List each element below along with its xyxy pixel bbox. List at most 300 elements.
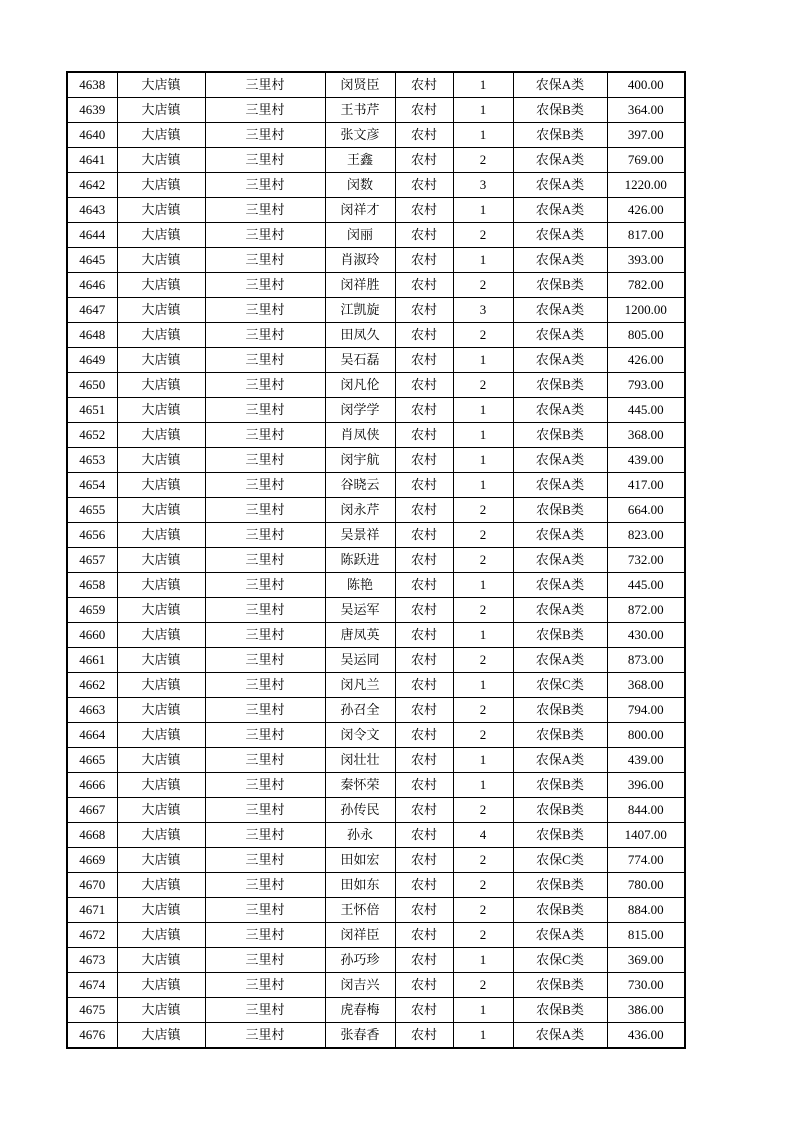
cell-residence: 农村 (395, 623, 453, 648)
cell-amount: 368.00 (607, 423, 685, 448)
cell-category: 农保B类 (513, 123, 607, 148)
cell-town: 大店镇 (117, 223, 205, 248)
cell-id: 4651 (67, 398, 117, 423)
cell-name: 闵祥臣 (325, 923, 395, 948)
cell-category: 农保A类 (513, 598, 607, 623)
cell-id: 4664 (67, 723, 117, 748)
cell-residence: 农村 (395, 473, 453, 498)
cell-village: 三里村 (205, 298, 325, 323)
cell-category: 农保B类 (513, 873, 607, 898)
cell-town: 大店镇 (117, 123, 205, 148)
cell-count: 1 (453, 423, 513, 448)
cell-id: 4674 (67, 973, 117, 998)
cell-id: 4676 (67, 1023, 117, 1049)
cell-id: 4658 (67, 573, 117, 598)
cell-town: 大店镇 (117, 623, 205, 648)
table-row (67, 773, 685, 798)
cell-residence: 农村 (395, 298, 453, 323)
cell-name: 田凤久 (325, 323, 395, 348)
cell-amount: 730.00 (607, 973, 685, 998)
table-row (67, 623, 685, 648)
cell-category: 农保A类 (513, 1023, 607, 1049)
cell-town: 大店镇 (117, 298, 205, 323)
cell-residence: 农村 (395, 248, 453, 273)
cell-count: 1 (453, 573, 513, 598)
cell-category: 农保A类 (513, 473, 607, 498)
cell-amount: 782.00 (607, 273, 685, 298)
table-row (67, 398, 685, 423)
cell-village: 三里村 (205, 173, 325, 198)
cell-village: 三里村 (205, 598, 325, 623)
cell-amount: 368.00 (607, 673, 685, 698)
cell-village: 三里村 (205, 798, 325, 823)
table-row (67, 723, 685, 748)
cell-count: 2 (453, 723, 513, 748)
cell-residence: 农村 (395, 398, 453, 423)
cell-village: 三里村 (205, 273, 325, 298)
cell-residence: 农村 (395, 573, 453, 598)
cell-residence: 农村 (395, 973, 453, 998)
cell-category: 农保A类 (513, 248, 607, 273)
cell-amount: 817.00 (607, 223, 685, 248)
cell-village: 三里村 (205, 348, 325, 373)
cell-category: 农保A类 (513, 348, 607, 373)
cell-residence: 农村 (395, 423, 453, 448)
cell-village: 三里村 (205, 698, 325, 723)
cell-name: 王鑫 (325, 148, 395, 173)
cell-village: 三里村 (205, 148, 325, 173)
cell-id: 4668 (67, 823, 117, 848)
table-row (67, 998, 685, 1023)
cell-name: 江凯旋 (325, 298, 395, 323)
table-row (67, 973, 685, 998)
cell-town: 大店镇 (117, 198, 205, 223)
cell-amount: 439.00 (607, 748, 685, 773)
cell-id: 4648 (67, 323, 117, 348)
cell-id: 4672 (67, 923, 117, 948)
cell-id: 4650 (67, 373, 117, 398)
cell-category: 农保B类 (513, 698, 607, 723)
cell-residence: 农村 (395, 72, 453, 98)
cell-id: 4657 (67, 548, 117, 573)
cell-residence: 农村 (395, 873, 453, 898)
cell-amount: 872.00 (607, 598, 685, 623)
cell-name: 王怀倍 (325, 898, 395, 923)
cell-amount: 1220.00 (607, 173, 685, 198)
table-row (67, 248, 685, 273)
table-row (67, 598, 685, 623)
table-row (67, 298, 685, 323)
cell-residence: 农村 (395, 123, 453, 148)
cell-count: 1 (453, 998, 513, 1023)
cell-category: 农保B类 (513, 898, 607, 923)
cell-town: 大店镇 (117, 448, 205, 473)
table-row (67, 173, 685, 198)
cell-residence: 农村 (395, 348, 453, 373)
cell-category: 农保A类 (513, 173, 607, 198)
cell-count: 3 (453, 173, 513, 198)
cell-village: 三里村 (205, 473, 325, 498)
cell-count: 2 (453, 523, 513, 548)
cell-residence: 农村 (395, 773, 453, 798)
table-row (67, 148, 685, 173)
table-row (67, 523, 685, 548)
cell-category: 农保B类 (513, 798, 607, 823)
cell-category: 农保B类 (513, 623, 607, 648)
table-row (67, 323, 685, 348)
cell-village: 三里村 (205, 848, 325, 873)
cell-category: 农保B类 (513, 973, 607, 998)
cell-count: 2 (453, 323, 513, 348)
table-row (67, 72, 685, 98)
cell-name: 闵凡兰 (325, 673, 395, 698)
cell-name: 秦怀荣 (325, 773, 395, 798)
table-row (67, 498, 685, 523)
cell-town: 大店镇 (117, 673, 205, 698)
cell-residence: 农村 (395, 698, 453, 723)
cell-id: 4667 (67, 798, 117, 823)
table-row (67, 473, 685, 498)
cell-count: 1 (453, 123, 513, 148)
cell-town: 大店镇 (117, 873, 205, 898)
cell-town: 大店镇 (117, 148, 205, 173)
cell-count: 2 (453, 698, 513, 723)
cell-id: 4663 (67, 698, 117, 723)
cell-village: 三里村 (205, 673, 325, 698)
cell-residence: 农村 (395, 173, 453, 198)
cell-id: 4660 (67, 623, 117, 648)
cell-category: 农保C类 (513, 948, 607, 973)
cell-id: 4654 (67, 473, 117, 498)
cell-count: 2 (453, 148, 513, 173)
cell-count: 2 (453, 873, 513, 898)
cell-id: 4645 (67, 248, 117, 273)
cell-village: 三里村 (205, 323, 325, 348)
cell-amount: 774.00 (607, 848, 685, 873)
table-row (67, 198, 685, 223)
cell-name: 闵吉兴 (325, 973, 395, 998)
cell-amount: 884.00 (607, 898, 685, 923)
cell-town: 大店镇 (117, 823, 205, 848)
cell-name: 闵宇航 (325, 448, 395, 473)
cell-town: 大店镇 (117, 548, 205, 573)
cell-town: 大店镇 (117, 973, 205, 998)
cell-name: 肖凤侠 (325, 423, 395, 448)
table-row (67, 673, 685, 698)
cell-count: 1 (453, 623, 513, 648)
table-row (67, 823, 685, 848)
cell-town: 大店镇 (117, 698, 205, 723)
cell-residence: 农村 (395, 723, 453, 748)
cell-residence: 农村 (395, 373, 453, 398)
cell-count: 1 (453, 348, 513, 373)
cell-name: 闵凡伦 (325, 373, 395, 398)
cell-village: 三里村 (205, 123, 325, 148)
cell-residence: 农村 (395, 1023, 453, 1049)
cell-village: 三里村 (205, 72, 325, 98)
cell-village: 三里村 (205, 423, 325, 448)
cell-count: 1 (453, 748, 513, 773)
cell-town: 大店镇 (117, 648, 205, 673)
cell-count: 1 (453, 98, 513, 123)
cell-count: 1 (453, 248, 513, 273)
cell-residence: 农村 (395, 923, 453, 948)
cell-name: 陈跃进 (325, 548, 395, 573)
cell-residence: 农村 (395, 198, 453, 223)
cell-name: 吴运军 (325, 598, 395, 623)
cell-id: 4661 (67, 648, 117, 673)
cell-residence: 农村 (395, 548, 453, 573)
cell-village: 三里村 (205, 823, 325, 848)
cell-count: 1 (453, 673, 513, 698)
cell-count: 1 (453, 473, 513, 498)
cell-village: 三里村 (205, 873, 325, 898)
cell-residence: 农村 (395, 848, 453, 873)
cell-category: 农保B类 (513, 273, 607, 298)
cell-name: 张文彦 (325, 123, 395, 148)
cell-id: 4641 (67, 148, 117, 173)
cell-category: 农保B类 (513, 823, 607, 848)
cell-residence: 农村 (395, 823, 453, 848)
cell-village: 三里村 (205, 973, 325, 998)
table-row (67, 373, 685, 398)
cell-village: 三里村 (205, 923, 325, 948)
cell-count: 2 (453, 548, 513, 573)
cell-name: 孙永 (325, 823, 395, 848)
cell-residence: 农村 (395, 223, 453, 248)
cell-category: 农保B类 (513, 98, 607, 123)
cell-name: 田如宏 (325, 848, 395, 873)
cell-id: 4653 (67, 448, 117, 473)
cell-village: 三里村 (205, 998, 325, 1023)
table-row (67, 98, 685, 123)
cell-count: 2 (453, 273, 513, 298)
cell-village: 三里村 (205, 1023, 325, 1049)
cell-category: 农保A类 (513, 72, 607, 98)
cell-amount: 780.00 (607, 873, 685, 898)
cell-village: 三里村 (205, 98, 325, 123)
cell-village: 三里村 (205, 898, 325, 923)
cell-name: 陈艳 (325, 573, 395, 598)
cell-name: 闵祥胜 (325, 273, 395, 298)
cell-name: 闵学学 (325, 398, 395, 423)
table-row (67, 1023, 685, 1049)
cell-town: 大店镇 (117, 723, 205, 748)
cell-residence: 农村 (395, 148, 453, 173)
cell-count: 1 (453, 398, 513, 423)
cell-town: 大店镇 (117, 473, 205, 498)
cell-residence: 农村 (395, 998, 453, 1023)
table-row (67, 848, 685, 873)
cell-id: 4644 (67, 223, 117, 248)
table-row (67, 923, 685, 948)
cell-amount: 439.00 (607, 448, 685, 473)
table-row (67, 223, 685, 248)
cell-residence: 农村 (395, 273, 453, 298)
cell-town: 大店镇 (117, 923, 205, 948)
cell-town: 大店镇 (117, 173, 205, 198)
cell-category: 农保B类 (513, 423, 607, 448)
cell-town: 大店镇 (117, 523, 205, 548)
cell-category: 农保A类 (513, 448, 607, 473)
cell-village: 三里村 (205, 498, 325, 523)
cell-amount: 844.00 (607, 798, 685, 823)
cell-name: 闵令文 (325, 723, 395, 748)
cell-amount: 732.00 (607, 548, 685, 573)
table-row (67, 948, 685, 973)
cell-amount: 364.00 (607, 98, 685, 123)
cell-category: 农保A类 (513, 148, 607, 173)
cell-id: 4670 (67, 873, 117, 898)
cell-residence: 农村 (395, 598, 453, 623)
cell-count: 2 (453, 648, 513, 673)
cell-amount: 369.00 (607, 948, 685, 973)
table-row (67, 648, 685, 673)
cell-amount: 445.00 (607, 398, 685, 423)
table-row (67, 748, 685, 773)
benefit-roster-table (66, 71, 686, 1049)
cell-town: 大店镇 (117, 323, 205, 348)
cell-town: 大店镇 (117, 373, 205, 398)
cell-village: 三里村 (205, 398, 325, 423)
cell-id: 4642 (67, 173, 117, 198)
cell-name: 张春香 (325, 1023, 395, 1049)
cell-town: 大店镇 (117, 748, 205, 773)
cell-residence: 农村 (395, 948, 453, 973)
cell-id: 4649 (67, 348, 117, 373)
cell-amount: 436.00 (607, 1023, 685, 1049)
cell-amount: 396.00 (607, 773, 685, 798)
cell-category: 农保A类 (513, 573, 607, 598)
cell-town: 大店镇 (117, 273, 205, 298)
cell-residence: 农村 (395, 898, 453, 923)
cell-name: 孙召全 (325, 698, 395, 723)
cell-category: 农保A类 (513, 748, 607, 773)
table-row (67, 123, 685, 148)
cell-amount: 397.00 (607, 123, 685, 148)
cell-village: 三里村 (205, 748, 325, 773)
cell-category: 农保C类 (513, 673, 607, 698)
cell-id: 4656 (67, 523, 117, 548)
cell-residence: 农村 (395, 748, 453, 773)
cell-count: 1 (453, 448, 513, 473)
cell-town: 大店镇 (117, 98, 205, 123)
cell-name: 王书芹 (325, 98, 395, 123)
cell-town: 大店镇 (117, 798, 205, 823)
table-row (67, 448, 685, 473)
cell-residence: 农村 (395, 648, 453, 673)
cell-town: 大店镇 (117, 598, 205, 623)
cell-town: 大店镇 (117, 998, 205, 1023)
cell-name: 吴运同 (325, 648, 395, 673)
cell-village: 三里村 (205, 648, 325, 673)
cell-town: 大店镇 (117, 348, 205, 373)
table-row (67, 798, 685, 823)
table-row (67, 573, 685, 598)
cell-name: 闵贤臣 (325, 72, 395, 98)
cell-town: 大店镇 (117, 948, 205, 973)
cell-village: 三里村 (205, 373, 325, 398)
cell-village: 三里村 (205, 198, 325, 223)
cell-amount: 815.00 (607, 923, 685, 948)
cell-count: 2 (453, 898, 513, 923)
cell-category: 农保B类 (513, 723, 607, 748)
cell-amount: 1200.00 (607, 298, 685, 323)
cell-category: 农保A类 (513, 323, 607, 348)
table-row (67, 348, 685, 373)
cell-category: 农保B类 (513, 498, 607, 523)
cell-residence: 农村 (395, 523, 453, 548)
cell-category: 农保A类 (513, 648, 607, 673)
cell-id: 4638 (67, 72, 117, 98)
cell-count: 3 (453, 298, 513, 323)
cell-id: 4652 (67, 423, 117, 448)
cell-name: 闵永芹 (325, 498, 395, 523)
cell-count: 1 (453, 1023, 513, 1049)
cell-count: 4 (453, 823, 513, 848)
cell-village: 三里村 (205, 548, 325, 573)
cell-count: 2 (453, 973, 513, 998)
cell-category: 农保B类 (513, 998, 607, 1023)
cell-residence: 农村 (395, 448, 453, 473)
cell-residence: 农村 (395, 798, 453, 823)
cell-residence: 农村 (395, 673, 453, 698)
cell-count: 2 (453, 598, 513, 623)
cell-village: 三里村 (205, 523, 325, 548)
cell-town: 大店镇 (117, 898, 205, 923)
cell-count: 2 (453, 798, 513, 823)
cell-id: 4671 (67, 898, 117, 923)
cell-amount: 417.00 (607, 473, 685, 498)
cell-id: 4659 (67, 598, 117, 623)
cell-id: 4640 (67, 123, 117, 148)
cell-name: 吴石磊 (325, 348, 395, 373)
cell-category: 农保B类 (513, 773, 607, 798)
cell-name: 虎春梅 (325, 998, 395, 1023)
cell-amount: 393.00 (607, 248, 685, 273)
cell-amount: 400.00 (607, 72, 685, 98)
cell-village: 三里村 (205, 223, 325, 248)
cell-id: 4673 (67, 948, 117, 973)
table-row (67, 273, 685, 298)
cell-name: 闵壮壮 (325, 748, 395, 773)
cell-amount: 800.00 (607, 723, 685, 748)
cell-town: 大店镇 (117, 423, 205, 448)
cell-id: 4675 (67, 998, 117, 1023)
cell-count: 1 (453, 72, 513, 98)
cell-name: 肖淑玲 (325, 248, 395, 273)
cell-name: 唐凤英 (325, 623, 395, 648)
cell-name: 闵丽 (325, 223, 395, 248)
cell-amount: 430.00 (607, 623, 685, 648)
cell-count: 1 (453, 948, 513, 973)
cell-amount: 805.00 (607, 323, 685, 348)
cell-name: 吴景祥 (325, 523, 395, 548)
cell-town: 大店镇 (117, 398, 205, 423)
cell-category: 农保A类 (513, 548, 607, 573)
cell-count: 2 (453, 848, 513, 873)
cell-id: 4669 (67, 848, 117, 873)
cell-category: 农保C类 (513, 848, 607, 873)
cell-category: 农保B类 (513, 373, 607, 398)
cell-name: 田如东 (325, 873, 395, 898)
cell-id: 4647 (67, 298, 117, 323)
cell-village: 三里村 (205, 623, 325, 648)
cell-village: 三里村 (205, 773, 325, 798)
cell-residence: 农村 (395, 498, 453, 523)
cell-amount: 873.00 (607, 648, 685, 673)
cell-amount: 793.00 (607, 373, 685, 398)
